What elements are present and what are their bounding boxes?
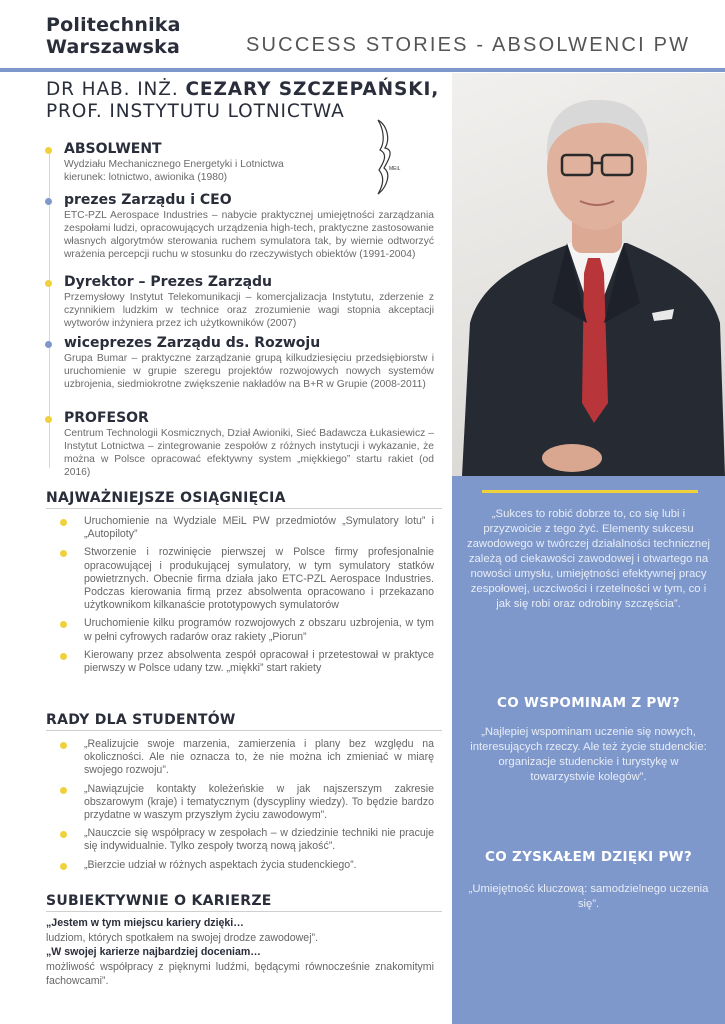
career-entry-text: Wydziału Mechanicznego Energetyki i Lotnictwa kierunek: lotnictwo, awionika (1980) xyxy=(64,159,284,183)
logo-line-2: Warszawska xyxy=(46,36,180,58)
subjective-answer: możliwość współpracy z pięknymi ludźmi, będącymi równocześnie znakomitymi fachowcami”. xyxy=(46,960,434,987)
portrait-photo xyxy=(452,73,725,476)
advice-heading: RADY DLA STUDENTÓW xyxy=(46,712,236,728)
university-logo xyxy=(46,14,181,58)
subjective-answer: ludziom, których spotkałem na swojej drodze zawodowej”. xyxy=(46,931,319,944)
advice-item: „Realizujcie swoje marzenia, zamierzenia i plany bez względu na okoliczności. Ale nie oznacza to, że nie można ich zmieniać w miarę swojego rozwoju”. xyxy=(84,738,434,777)
career-entry xyxy=(64,192,434,261)
memories-quote: „Najlepiej wspominam uczenie się nowych, interesujących rzeczy. Ale też życie studenckie: organizacje studenckie i turystykę w towarzystwie kolegów”. xyxy=(470,726,707,783)
career-entry-text: Grupa Bumar – praktyczne zarządzanie grupą kilkudziesięciu przedsiębiorstw i uruchomienie w grupie szeregu projektów rozwojowych nowych systemów uzbrojenia, siedmiokrotne zwiększenie nakładów na B+R w Grupie (2008-2011) xyxy=(64,353,434,390)
memories-heading: CO WSPOMINAM Z PW? xyxy=(497,695,680,711)
person-name xyxy=(46,79,439,123)
person-name-line-1 xyxy=(46,79,439,101)
section-divider xyxy=(46,730,442,731)
achievement-item: Uruchomienie kilku programów rozwojowych z obszaru uzbrojenia, w tym w pełni cyfrowych radarów oraz rakiety „Piorun” xyxy=(84,617,434,643)
career-entry-text: ETC-PZL Aerospace Industries – nabycie praktycznej umiejętności zarządzania zespołami ludzi, opracowujących urządzenia high-tech, praktyczne zastosowanie własnych algorytmów sterowania ruchem symulatora tak, by wiernie odtworzyć wrażenia percepcji ruchu w stosunku do rzeczywistych obiektów (1991-2004) xyxy=(64,210,434,260)
career-entry xyxy=(64,141,434,184)
advice-list xyxy=(84,738,434,877)
advice-item: „Nauczcie się współpracy w zespołach – w dziedzinie techniki nie pracuje się indywidualnie. Tylko zespoły tworzą nową jakość”. xyxy=(84,827,434,853)
achievements-heading: NAJWAŻNIEJSZE OSIĄGNIĘCIA xyxy=(46,490,286,506)
header-divider xyxy=(0,68,725,72)
career-entry-text: Centrum Technologii Kosmicznych, Dział Awioniki, Sieć Badawcza Łukasiewicz – Instytut Lotnictwa – zintegrowanie zespołów z różnych instytucji i wykazanie, że można w Polsce opracować efektywny system „miękkiego” startu rakiet (od 2016) xyxy=(64,428,434,478)
achievements-list xyxy=(84,515,434,680)
timeline-dot xyxy=(45,341,52,348)
sidebar-accent-line xyxy=(482,490,698,493)
page-header-title: SUCCESS STORIES - ABSOLWENCI PW xyxy=(246,34,691,56)
timeline-dot xyxy=(45,280,52,287)
career-entry-title: PROFESOR xyxy=(64,410,149,426)
timeline-dot xyxy=(45,198,52,205)
career-entry-title: ABSOLWENT xyxy=(64,141,162,157)
gains-heading: CO ZYSKAŁEM DZIĘKI PW? xyxy=(485,849,692,865)
portrait-illustration xyxy=(452,73,725,476)
subjective-question: „Jestem w tym miejscu kariery dzięki… xyxy=(46,917,244,929)
timeline-dot xyxy=(45,147,52,154)
name-surname: CEZARY SZCZEPAŃSKI, xyxy=(185,79,440,100)
timeline-dot xyxy=(45,416,52,423)
person-title-line: PROF. INSTYTUTU LOTNICTWA xyxy=(46,101,345,122)
career-entry xyxy=(64,335,434,391)
achievement-item: Stworzenie i rozwinięcie pierwszej w Polsce firmy profesjonalnie opracowującej i produkującej symulatory, w tym symulatory statków powietrznych. Obecnie firma działa jako ETC-PZL Aerospace Industries. Podczas kierowania firmą przez absolwenta opracowano i przekazano użytkownikom kilkanaście prototypowych symulatorów xyxy=(84,546,434,612)
career-entry xyxy=(64,274,434,330)
career-entry xyxy=(64,410,434,479)
section-divider xyxy=(46,508,442,509)
meil-logo-text: MEiL xyxy=(389,166,401,172)
section-divider xyxy=(46,911,442,912)
career-entry-text: Przemysłowy Instytut Telekomunikacji – komercjalizacja Instytutu, zderzenie z czynnikiem ludzkim w technice oraz zrozumienie wagi stopnia akceptacji wytworów inżyniera przez ich użytkowników (2007) xyxy=(64,292,434,329)
career-entry-title: Dyrektor – Prezes Zarządu xyxy=(64,274,273,290)
achievement-item: Uruchomienie na Wydziale MEiL PW przedmiotów „Symulatory lotu” i „Autopiloty” xyxy=(84,515,434,541)
name-prefix: DR HAB. INŻ. xyxy=(46,79,186,100)
logo-line-1: Politechnika xyxy=(46,14,181,36)
subjective-heading: SUBIEKTYWNIE O KARIERZE xyxy=(46,893,272,909)
career-entry-title: wiceprezes Zarządu ds. Rozwoju xyxy=(64,335,321,351)
gains-quote: „Umiejętność kluczową: samodzielnego uczenia się”. xyxy=(468,883,709,910)
advice-item: „Bierzcie udział w różnych aspektach życia studenckiego”. xyxy=(84,859,434,872)
achievement-item: Kierowany przez absolwenta zespół opracował i przetestował w praktyce pierwszy w Polsce udany tzw. „miękki” start rakiety xyxy=(84,648,434,675)
subjective-block xyxy=(46,916,434,989)
career-entry-title: prezes Zarządu i CEO xyxy=(64,192,232,208)
motto-quote: „Sukces to robić dobrze to, co się lubi i przyzwoicie z tego żyć. Elementy sukcesu zawodowego w twórczej działalności technicznej zależą od ciekawości zawodowej i otwartego na nowości umysłu, umiejętności efektywnej pracy zespołowej, uczciwości i rzetelności w tym, co i jak się robi oraz odrobiny szczęścia”. xyxy=(466,508,710,610)
subjective-question: „W swojej karierze najbardziej doceniam… xyxy=(46,946,261,958)
advice-item: „Nawiązujcie kontakty koleżeńskie w jak najszerszym zakresie obszarowym (kraje) i tematycznym (dyscypliny wiedzy). To będzie bardzo przydatne w waszym przyszłym życiu zawodowym”. xyxy=(84,782,434,822)
